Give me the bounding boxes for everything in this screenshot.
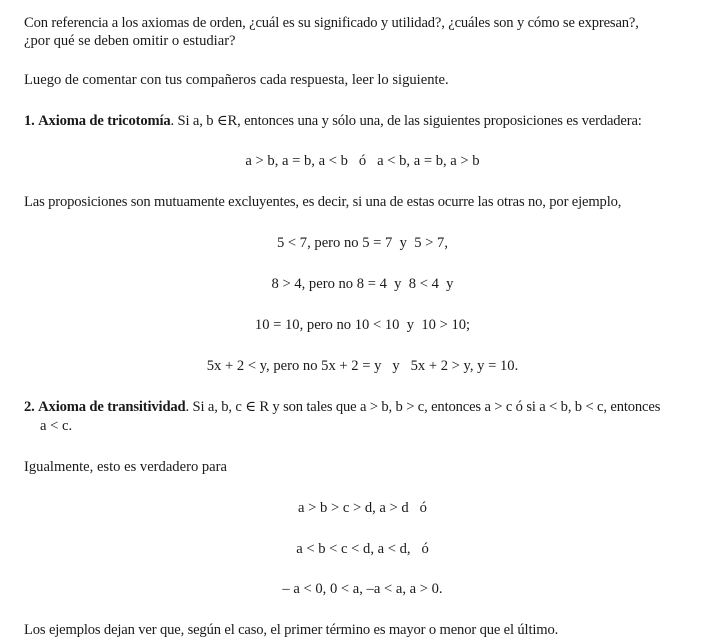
axiom-1-text: . Si a, b ∈R, entonces una y sólo una, de las siguientes proposiciones es verdadera: xyxy=(170,113,642,129)
axiom-2-title: Axioma de transitividad xyxy=(38,399,186,415)
example-1-3: 10 = 10, pero no 10 < 10 y 10 > 10; xyxy=(254,317,471,333)
example-1-4: 5x + 2 < y, pero no 5x + 2 = y y 5x + 2 > y, y = 10. xyxy=(206,358,519,374)
exclusive-text: Las proposiciones son mutuamente excluyentes, es decir, si una de estas ocurre las otras no, por ejemplo, xyxy=(24,194,622,210)
example-1-2: 8 > 4, pero no 8 = 4 y 8 < 4 y xyxy=(271,276,454,292)
instruction-text: Luego de comentar con tus compañeros cada respuesta, leer lo siguiente. xyxy=(24,72,449,88)
axiom-1-formula: a > b, a = b, a < b ó a < b, a = b, a > b xyxy=(245,153,480,169)
example-2-3: – a < 0, 0 < a, –a < a, a > 0. xyxy=(282,581,443,597)
axiom-1-number: 1. xyxy=(24,113,35,129)
axiom-1-paragraph xyxy=(24,112,703,130)
axiom-1-title: Axioma de tricotomía xyxy=(38,113,171,129)
example-2-1: a > b > c > d, a > d ó xyxy=(298,500,427,516)
intro-line-1: Con referencia a los axiomas de orden, ¿cuál es su significado y utilidad?, ¿cuáles son y cómo se expresan?, xyxy=(24,15,639,31)
also-text: Igualmente, esto es verdadero para xyxy=(24,459,228,475)
conclusion-text: Los ejemplos dejan ver que, según el caso, el primer término es mayor o menor que el último. xyxy=(24,622,559,638)
example-2-2: a < b < c < d, a < d, ó xyxy=(296,541,429,557)
intro-line-2: ¿por qué se deben omitir o estudiar? xyxy=(24,33,236,49)
axiom-2-continuation: a < c. xyxy=(40,418,73,434)
axiom-2-paragraph xyxy=(24,398,703,416)
axiom-2-text: . Si a, b, c ∈ R y son tales que a > b, b > c, entonces a > c ó si a < b, b < c, entonces xyxy=(185,399,661,415)
example-1-1: 5 < 7, pero no 5 = 7 y 5 > 7, xyxy=(276,235,449,251)
axiom-2-number: 2. xyxy=(24,399,35,415)
